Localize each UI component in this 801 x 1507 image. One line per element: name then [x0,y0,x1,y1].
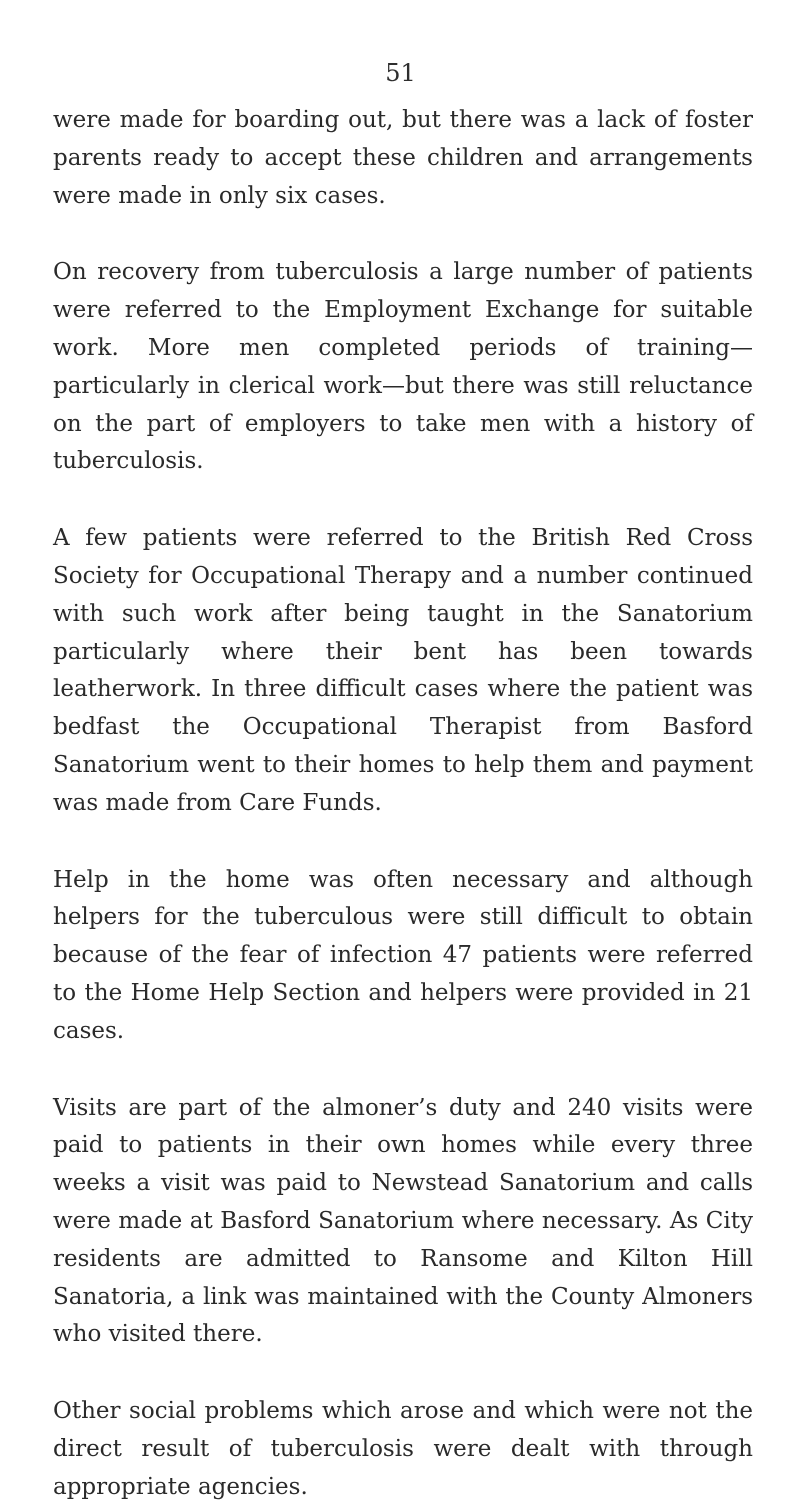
paragraph-home-help: Help in the home was often necessary and although helpers for the tuberculous were still difficult to obtain because of the fear of infection 47 patients were referred to the Home Help Section and helpers were provided in 21 cases. [53,866,753,1044]
page-number: 51 [385,59,416,87]
paragraph-boarding-out: were made for boarding out, but there was a lack of foster parents ready to accept these children and arrangements were made in only six cases. [53,107,753,209]
paragraph-other-problems: Other social problems which arose and which were not the direct result of tuberculosis were dealt with through appropriate agencies. [53,1398,753,1500]
paragraph-almoner-visits: Visits are part of the almoner’s duty and 240 visits were paid to patients in their own homes while every three weeks a visit was paid to Newstead Sanatorium and calls were made at Basford Sanatorium where necessary. As City residents are admitted to Ransome and Kilton Hill Sanatoria, a link was maintained with the County Almoners who visited there. [53,1094,753,1348]
paragraph-employment: On recovery from tuberculosis a large number of patients were referred to the Employment Exchange for suitable work. More men completed periods of training—particularly in clerical work—but there was still reluctance on the part of employers to take men with a history of tuberculosis. [53,259,753,475]
body-text [53,102,753,1507]
paragraph-occupational-therapy: A few patients were referred to the British Red Cross Society for Occupational Therapy and a number continued with such work after being taught in the Sanatorium particularly where their bent has been towards leatherwork. In three difficult cases where the patient was bedfast the Occupational Therapist from Basford Sanatorium went to their homes to help them and payment was made from Care Funds. [53,525,753,816]
